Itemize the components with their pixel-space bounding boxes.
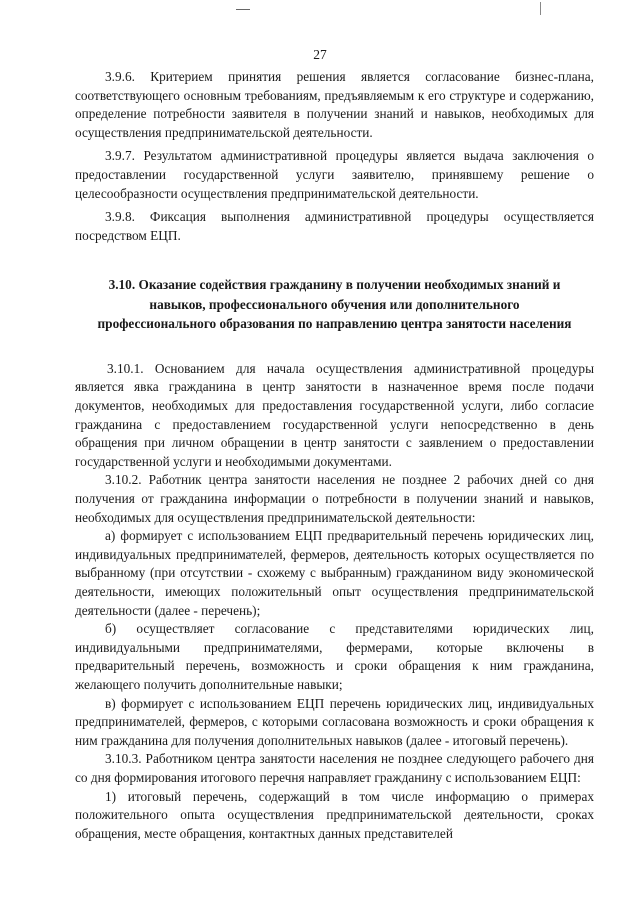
scan-mark (540, 2, 541, 15)
paragraph-3-10-3: 3.10.3. Работником центра занятости населения не позднее следующего рабочего дня со дня формирования итогового перечня направляет гражданину с использованием ЕЦП: (75, 751, 594, 785)
page-number: 27 (313, 47, 327, 62)
paragraph-3-10-1: 3.10.1. Основанием для начала осуществления административной процедуры является явка гражданина в центр занятости в назначенное время после подачи документов, необходимых для предоставления государственной услуги, либо согласие гражданина с предоставлением государственной услуги непосредственно в день обращения при личном обращении в центр занятости с заявлением о предоставлении государственной услуги и необходимыми документами. (75, 360, 594, 469)
section-heading-3-10: 3.10. Оказание содействия гражданину в получении необходимых знаний и навыков, профессионального обучения или дополнительного профессионального образования по направлению центра занятости населения (97, 277, 572, 332)
paragraph-3-9-8: 3.9.8. Фиксация выполнения административной процедуры осуществляется посредством ЕЦП. (75, 209, 594, 243)
paragraph-3-10-2: 3.10.2. Работник центра занятости населения не позднее 2 рабочих дней со дня получения от гражданина информации о потребности в получении знаний и навыков, необходимых для осуществления предпринимательской деятельности: (75, 472, 594, 525)
document-body (75, 68, 594, 843)
paragraph-3-9-7: 3.9.7. Результатом административной процедуры является выдача заключения о предоставлении государственной услуги заявителю, принявшему решение о целесообразности осуществления предпринимательской деятельности. (75, 148, 594, 201)
list-item-a: а) формирует с использованием ЕЦП предварительный перечень юридических лиц, индивидуальных предпринимателей, фермеров, деятельность которых осуществляется по выбранному (при отсутствии - схожему с выбранным) гражданином виду экономической деятельности, имеющих положительный опыт осуществления предпринимательской деятельности (далее - перечень); (75, 528, 594, 618)
scan-mark (236, 9, 250, 10)
paragraph-3-9-6: 3.9.6. Критерием принятия решения является согласование бизнес-плана, соответствующего основным требованиям, предъявляемым к его структуре и содержанию, определение потребности заявителя в получении знаний и навыков, необходимых для осуществления предпринимательской деятельности. (75, 69, 594, 140)
list-item-1: 1) итоговый перечень, содержащий в том числе информацию о примерах положительного опыта осуществления предпринимательской деятельности, сроках обращения, месте обращения, контактных данных представителей (75, 788, 594, 841)
list-item-v: в) формирует с использованием ЕЦП перечень юридических лиц, индивидуальных предпринимателей, фермеров, с которыми согласована возможность и сроки обращения к ним гражданина для получения дополнительных навыков (далее - итоговый перечень). (75, 695, 594, 748)
list-item-b: б) осуществляет согласование с представителями юридических лиц, индивидуальными предпринимателями, фермерами, которые включены в предварительный перечень, возможность и сроки обращения к ним гражданина, желающего получить дополнительные навыки; (75, 621, 594, 692)
